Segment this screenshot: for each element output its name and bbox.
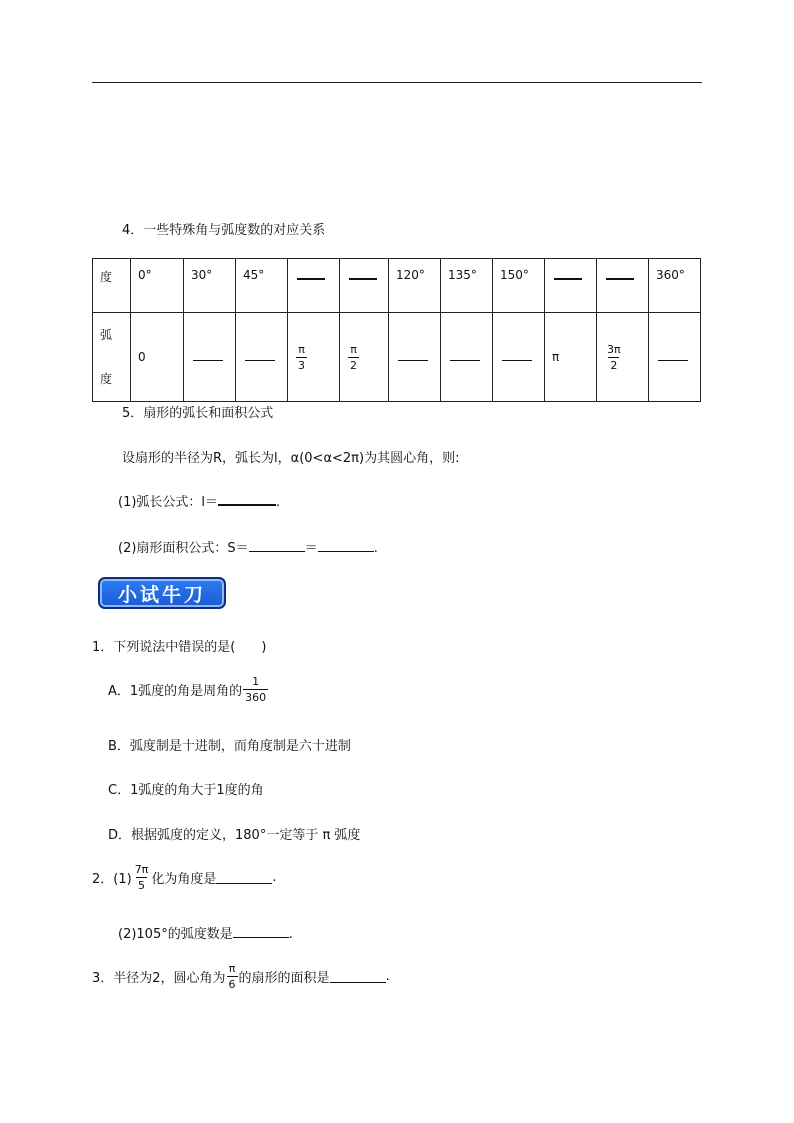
answer-blank [318,539,374,552]
question-2-prefix: 2．(1) [92,872,132,887]
fraction [605,344,623,371]
degree-cell-blank [288,259,340,313]
radian-cell: 0 [131,313,184,402]
radian-cell-blank [236,313,288,402]
degree-cell-blank [597,259,649,313]
answer-blank [249,539,305,552]
radian-cell: π [545,313,597,402]
period: . [373,541,378,556]
degree-cell-blank [340,259,389,313]
answer-blank [233,925,289,938]
question-3-prefix: 3．半径为2，圆心角为 [92,971,226,986]
period: . [272,870,277,885]
question-1-stem: 1．下列说法中错误的是( ) [92,640,267,655]
answer-blank [245,360,275,361]
answer-blank [606,278,634,280]
radian-cell-blank [649,313,701,402]
answer-blank [554,278,582,280]
radian-cell-blank [184,313,236,402]
radian-cell [597,313,649,402]
fraction-numerator: 7π [134,863,149,876]
question-2-part-2-text: (2)105°的弧度数是 [118,927,233,942]
section-4-title: 4．一些特殊角与弧度数的对应关系 [122,223,326,238]
fraction-numerator: π [228,962,236,975]
sector-area-label: (2)扇形面积公式：S＝ [118,541,249,556]
question-3-suffix: 的扇形的面积是 [238,971,330,986]
answer-blank [216,871,272,884]
radian-cell-blank [493,313,545,402]
row-label-radian-bottom: 度 [100,372,113,386]
section-5-intro: 设扇形的半径为R，弧长为l，α(0<α<2π)为其圆心角，则: [122,451,460,466]
sector-area-formula [118,537,378,556]
section-5-title: 5．扇形的弧长和面积公式 [122,406,274,421]
degree-cell: 360° [649,259,701,313]
fraction-denominator: 2 [610,358,618,372]
equals-sign: ＝ [304,541,318,556]
angle-radian-table [92,258,701,402]
radian-cell-blank [441,313,493,402]
table-row-radians [93,313,701,402]
degree-cell: 120° [389,259,441,313]
fraction-denominator: 3 [298,358,305,372]
period: . [288,927,293,942]
degree-cell: 150° [493,259,545,313]
period: . [385,969,390,984]
arc-length-label: (1)弧长公式：l＝ [118,495,219,510]
option-c: C．1弧度的角大于1度的角 [108,783,264,798]
fraction [296,344,307,371]
fraction-numerator: π [350,342,357,356]
degree-cell: 30° [184,259,236,313]
fraction-numerator: 1 [252,675,260,688]
answer-blank [218,492,276,506]
degree-cell: 0° [131,259,184,313]
option-a [108,676,269,703]
answer-blank [330,970,386,983]
degree-cell: 45° [236,259,288,313]
question-2-suffix: 化为角度是 [151,872,217,887]
fraction-denominator: 5 [138,879,145,892]
row-label-radian-top: 弧 [100,328,113,342]
answer-blank [502,360,532,361]
option-d: D．根据弧度的定义，180°一定等于 π 弧度 [108,828,361,843]
answer-blank [658,360,688,361]
fraction [243,676,268,703]
fraction-denominator: 6 [228,978,236,991]
fraction-denominator: 360 [245,691,267,704]
fraction [227,963,238,990]
option-b: B．弧度制是十进制，而角度制是六十进制 [108,739,351,754]
row-label-radian [93,313,131,402]
question-2-part-2 [118,923,293,942]
radian-cell-blank [389,313,441,402]
fraction-numerator: π [298,342,305,356]
period: . [276,495,281,510]
answer-blank [297,278,325,280]
row-label-degree: 度 [93,259,131,313]
radian-cell [288,313,340,402]
answer-blank [450,360,480,361]
fraction [348,344,359,371]
question-3 [92,963,390,990]
option-a-text: A．1弧度的角是周角的 [108,684,243,699]
degree-cell-blank [545,259,597,313]
header-rule [92,82,702,83]
answer-blank [193,360,223,361]
degree-cell: 135° [441,259,493,313]
radian-cell [340,313,389,402]
answer-blank [398,360,428,361]
practice-badge: 小试牛刀 [98,577,226,609]
fraction [133,864,151,891]
question-2-part-1 [92,864,276,891]
fraction-numerator: 3π [607,342,621,356]
fraction-denominator: 2 [350,358,357,372]
table-row-degrees [93,259,701,313]
answer-blank [349,278,377,280]
arc-length-formula [118,491,280,510]
